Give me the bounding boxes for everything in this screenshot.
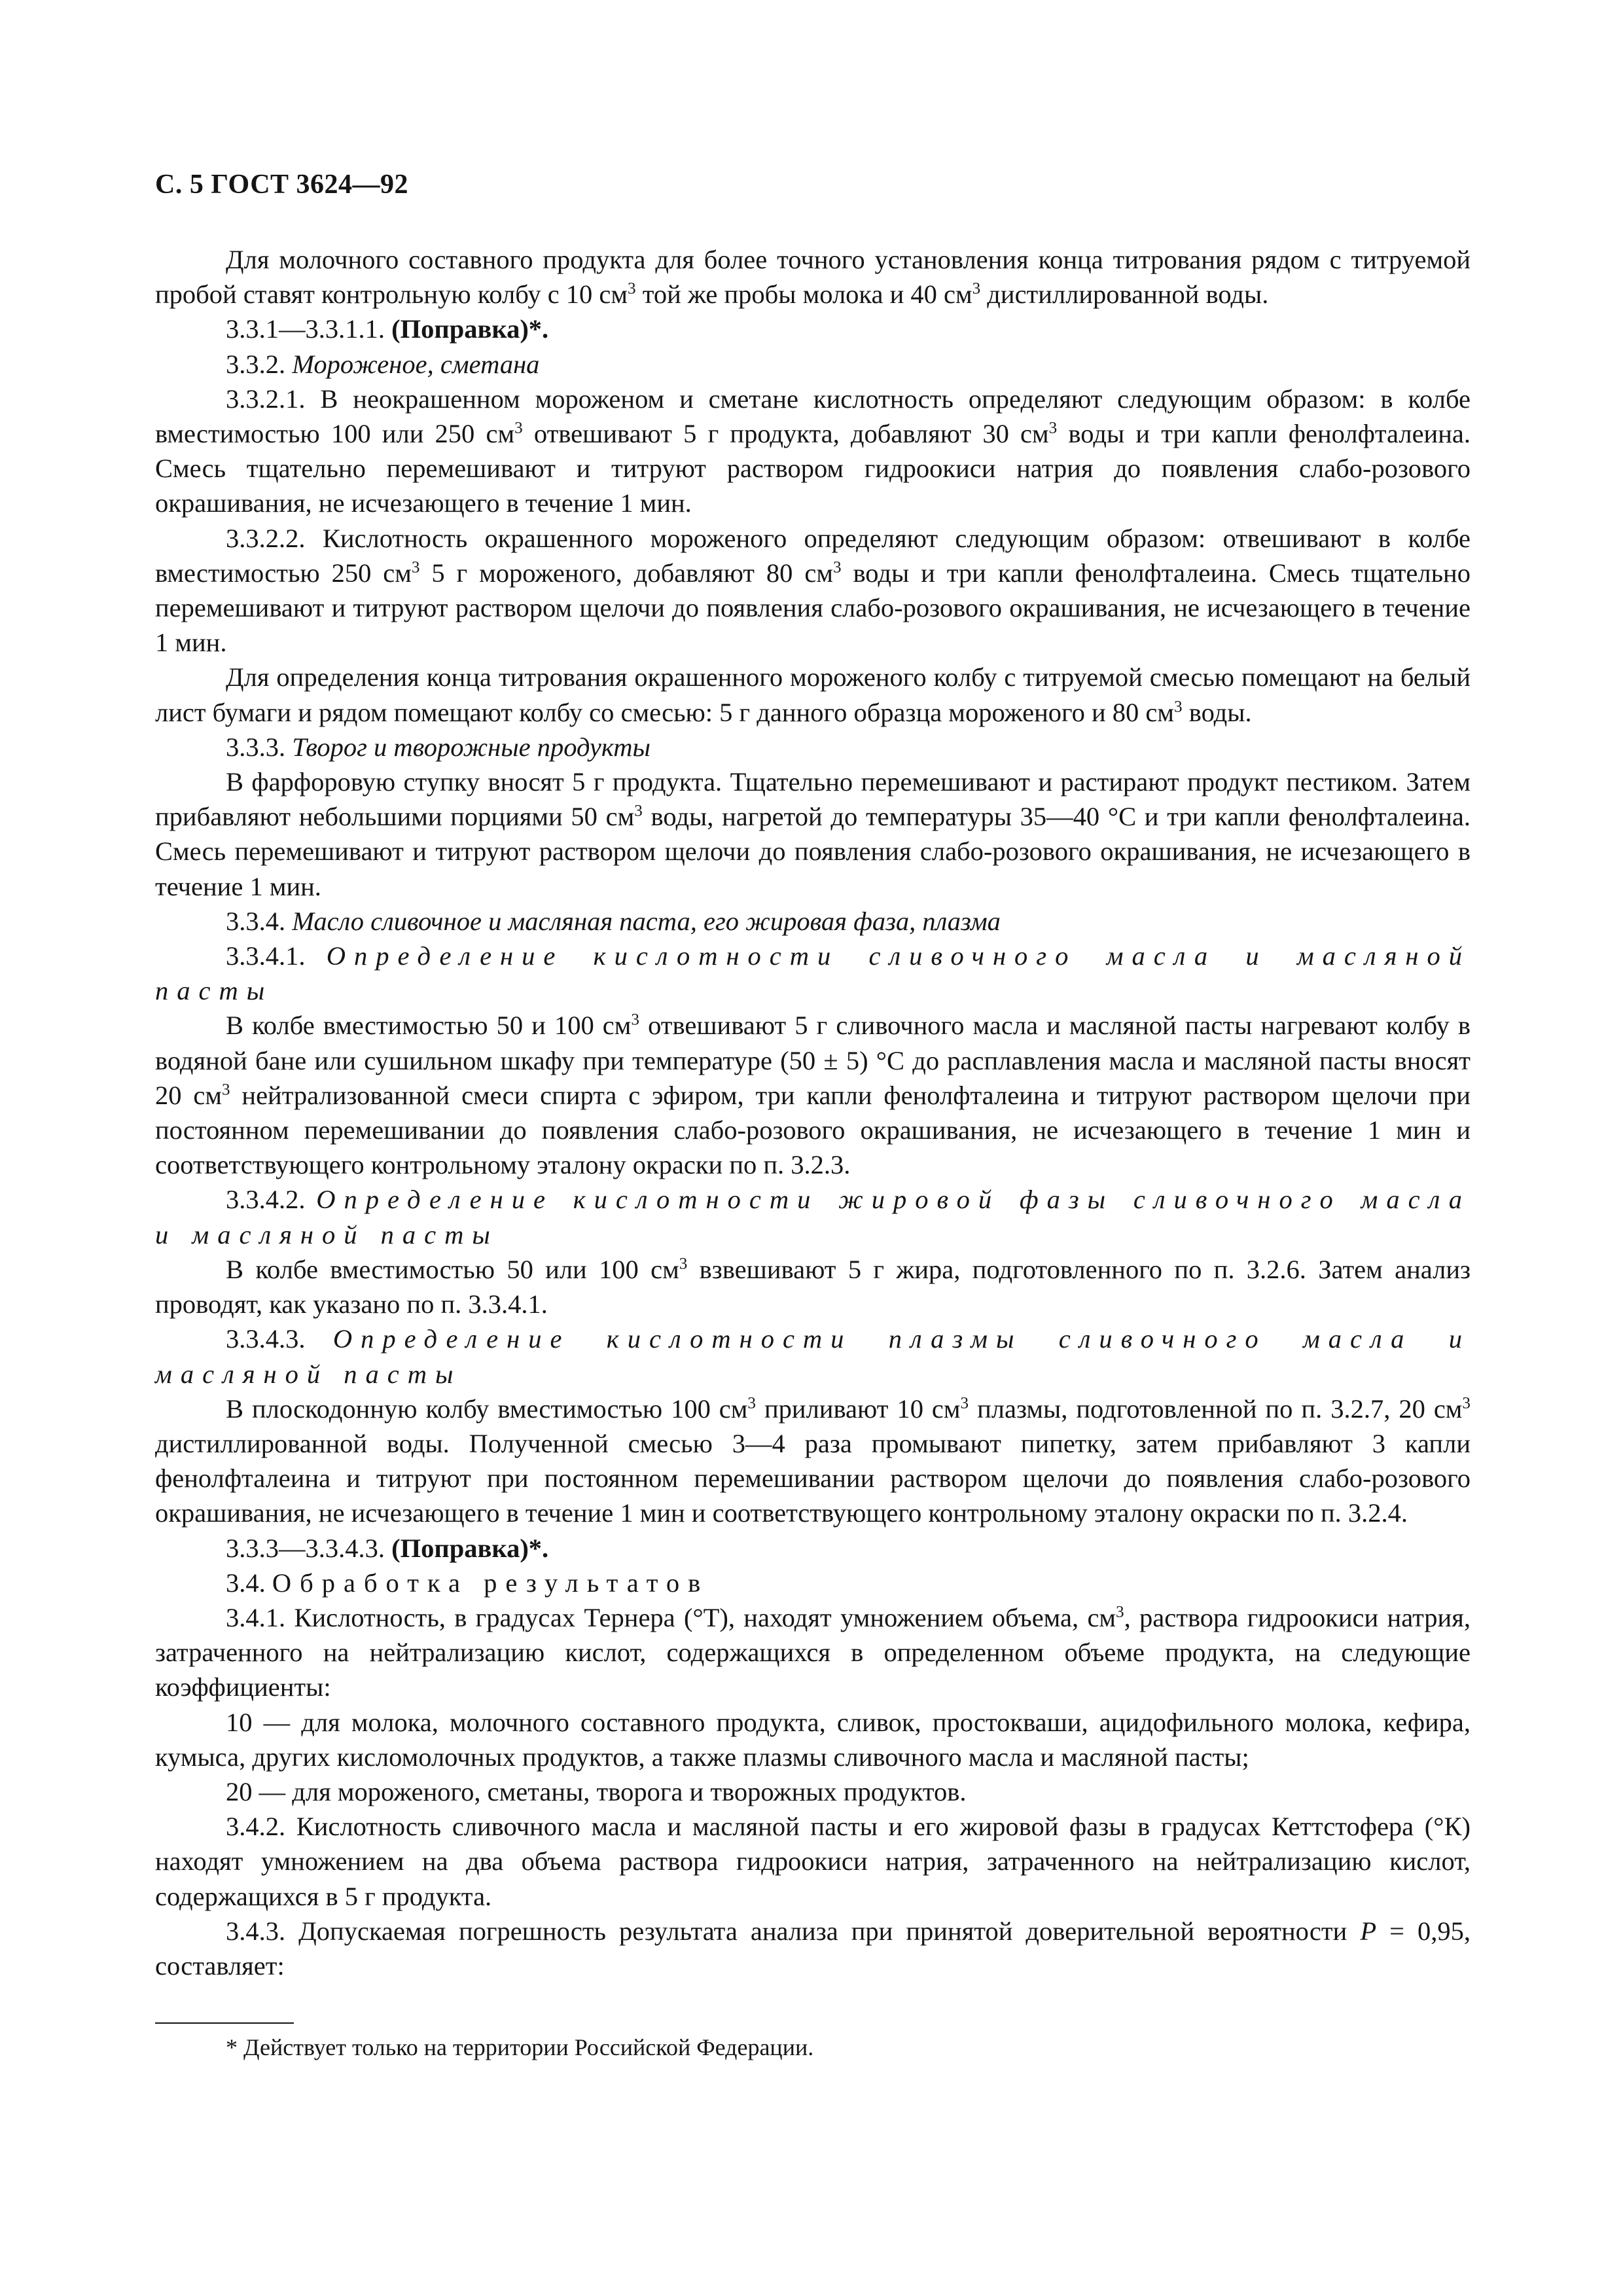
- section-heading: 3.3.2. Мороженое, сметана: [226, 349, 540, 379]
- footnote: * Действует только на территории Российской Федерации.: [226, 2034, 814, 2060]
- paragraph: В плоскодонную колбу вместимостью 100 $см^3$ приливают 10 $см^3$ плазмы, подготовленной по п. 3.2.7, 20 $см^3$ дистиллированной воды. Полученной смесью 3—4 раза промывают пипетку, затем прибавляют 3 капли фенолфталеина и титруют при постоянном перемешивании раствором щелочи до появления слабо-розового окрашивания, не исчезающего в течение 1 мин и соответствующего контрольному эталону окраски по п. 3.2.4.: [155, 1393, 1471, 1528]
- paragraph: Для определения конца титрования окрашенного мороженого колбу с титруемой смесью помещают на белый лист бумаги и рядом помещают колбу со смесью: 5 г данного образца мороженого и 80 $см^3$ воды.: [155, 662, 1471, 727]
- paragraph: 3.4.2. Кислотность сливочного масла и масляной пасты и его жировой фазы в градусах Кеттстофера (°К) находят умножением на два объема раствора гидроокиси натрия, затраченного на нейтрализацию кислот, содержащихся в 5 г продукта.: [155, 1812, 1471, 1911]
- amendment-line: 3.3.1—3.3.1.1. (Поправка)*.: [226, 314, 549, 344]
- spaced-heading: 3.3.4.1. Определение кислотности сливочного масла и масляной пасты: [155, 941, 1471, 1006]
- document-body: [155, 242, 1471, 1983]
- paragraph: 10 — для молока, молочного составного продукта, сливок, простокваши, ацидофильного молока, кефира, кумыса, других кисломолочных продуктов, а также плазмы сливочного масла и масляной пасты;: [155, 1707, 1471, 1772]
- section-heading: 3.3.4. Масло сливочное и масляная паста, его жировая фаза, плазма: [226, 906, 1001, 936]
- paragraph: 3.3.2.1. В неокрашенном мороженом и сметане кислотность определяют следующим образом: в колбе вместимостью 100 или 250 $см^3$ отвешивают 5 г продукта, добавляют 30 $см^3$ воды и три капли фенолфталеина. Смесь тщательно перемешивают и титруют раствором гидроокиси натрия до появления слабо-розового окрашивания, не исчезающего в течение 1 мин.: [155, 384, 1471, 518]
- page-header: С. 5 ГОСТ 3624—92: [155, 170, 409, 200]
- footnote-divider: [155, 2022, 294, 2024]
- paragraph: Для молочного составного продукта для более точного установления конца титрования рядом с титруемой пробой ставят контрольную колбу с 10 $см^3$ той же пробы молока и 40 $см^3$ дистиллированной воды.: [155, 245, 1471, 310]
- paragraph: 3.4.3. Допускаемая погрешность результата анализа при принятой доверительной вероятности P = 0,95, составляет:: [155, 1916, 1471, 1981]
- spaced-heading: 3.4. Обработка результатов: [226, 1568, 709, 1598]
- spaced-heading: 3.3.4.2. Определение кислотности жировой фазы сливочного масла и масляной пасты: [155, 1185, 1471, 1249]
- paragraph: В колбе вместимостью 50 или 100 $см^3$ взвешивают 5 г жира, подготовленного по п. 3.2.6. Затем анализ проводят, как указано по п. 3.3.4.1.: [155, 1254, 1471, 1319]
- paragraph: В фарфоровую ступку вносят 5 г продукта. Тщательно перемешивают и растирают продукт пестиком. Затем прибавляют небольшими порциями 50 $см^3$ воды, нагретой до температуры 35—40 °С и три капли фенолфталеина. Смесь перемешивают и титруют раствором щелочи до появления слабо-розового окрашивания, не исчезающего в течение 1 мин.: [155, 767, 1471, 901]
- section-heading: 3.3.3. Творог и творожные продукты: [226, 732, 651, 762]
- paragraph: В колбе вместимостью 50 и 100 $см^3$ отвешивают 5 г сливочного масла и масляной пасты нагревают колбу в водяной бане или сушильном шкафу при температуре (50 ± 5) °С до расплавления масла и масляной пасты вносят 20 $см^3$ нейтрализованной смеси спирта с эфиром, три капли фенолфталеина и титруют раствором щелочи при постоянном перемешивании до появления слабо-розового окрашивания, не исчезающего в течение 1 мин и соответствующего контрольному эталону окраски по п. 3.2.3.: [155, 1011, 1471, 1180]
- paragraph: 3.3.2.2. Кислотность окрашенного мороженого определяют следующим образом: отвешивают в колбе вместимостью 250 $см^3$ 5 г мороженого, добавляют 80 $см^3$ воды и три капли фенолфталеина. Смесь тщательно перемешивают и титруют раствором щелочи до появления слабо-розового окрашивания, не исчезающего в течение 1 мин.: [155, 523, 1471, 658]
- amendment-line: 3.3.3—3.3.4.3. (Поправка)*.: [226, 1533, 549, 1563]
- spaced-heading: 3.3.4.3. Определение кислотности плазмы сливочного масла и масляной пасты: [155, 1324, 1471, 1389]
- paragraph: 3.4.1. Кислотность, в градусах Тернера (°Т), находят умножением объема, $см^3$, раствора гидроокиси натрия, затраченного на нейтрализацию кислот, содержащихся в определенном объеме продукта, на следующие коэффициенты:: [155, 1602, 1471, 1702]
- paragraph: 20 — для мороженого, сметаны, творога и творожных продуктов.: [226, 1776, 967, 1806]
